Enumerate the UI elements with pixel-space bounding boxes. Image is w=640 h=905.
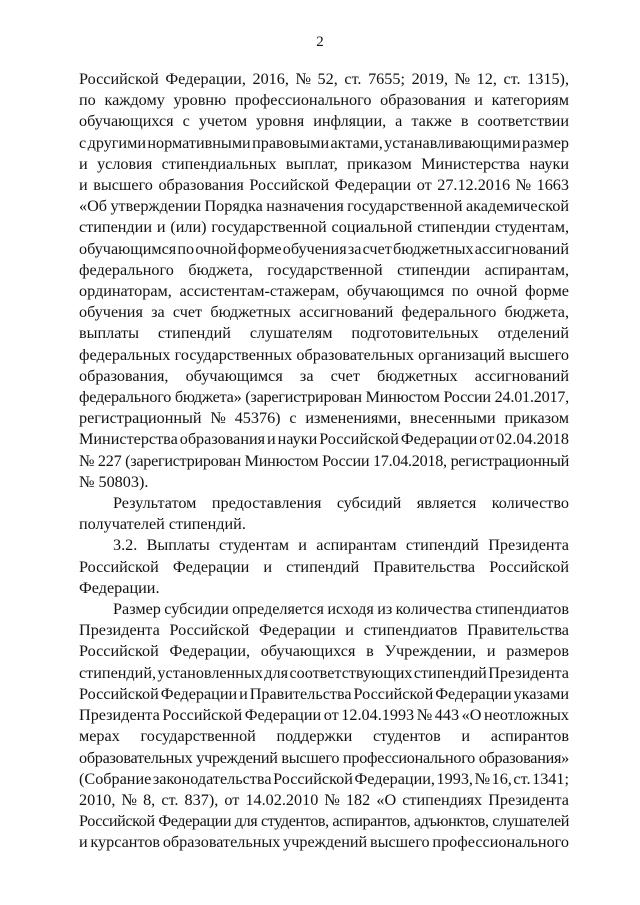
text-line: ординаторам, ассистентам-стажерам, обучающимся по очной форме <box>79 282 569 301</box>
text-line: № 50803). <box>79 472 149 491</box>
text-line: обучения за счет бюджетных ассигнований федерального бюджета, <box>79 303 569 322</box>
page-number: 2 <box>316 34 324 50</box>
text-line: Российской Федерации и стипендий Правительства Российской <box>79 557 569 576</box>
text-line: получателей стипендий. <box>79 515 246 534</box>
text-line: Размер субсидии определяется исходя из количества стипендиатов <box>113 600 569 619</box>
document-body <box>79 69 569 854</box>
text-line: стипендий, установленных для соответствующих стипендий Президента <box>79 663 569 682</box>
text-line: Российской Федерации и Правительства Российской Федерации указами <box>79 684 569 703</box>
text-line: обучающихся с учетом уровня инфляции, а также в соответствии <box>79 112 569 131</box>
text-line: (Собрание законодательства Российской Федерации, 1993, № 16, ст. 1341; <box>79 769 569 788</box>
text-line: «Об утверждении Порядка назначения государственной академической <box>79 197 569 216</box>
text-line: и условия стипендиальных выплат, приказом Министерства науки <box>79 154 569 173</box>
text-line: Российской Федерации, обучающихся в Учреждении, и размеров <box>79 642 569 661</box>
text-line: № 227 (зарегистрирован Минюстом России 17.04.2018, регистрационный <box>79 451 569 470</box>
text-line: выплаты стипендий слушателям подготовительных отделений <box>79 324 569 343</box>
text-line: обучающимся по очной форме обучения за счет бюджетных ассигнований <box>79 239 569 258</box>
text-line: Президента Российской Федерации и стипендиатов Правительства <box>79 621 569 640</box>
text-line: мерах государственной поддержки студентов и аспирантов <box>79 727 569 746</box>
text-line: Результатом предоставления субсидий является количество <box>113 494 569 513</box>
text-line: и высшего образования Российской Федерации от 27.12.2016 № 1663 <box>79 176 569 195</box>
text-line: Федерации. <box>79 578 160 597</box>
text-line: федерального бюджета, государственной стипендии аспирантам, <box>79 260 569 279</box>
text-line: федеральных государственных образовательных организаций высшего <box>79 345 569 364</box>
text-line: по каждому уровню профессионального образования и категориям <box>79 91 569 110</box>
text-line: Российской Федерации для студентов, аспирантов, адъюнктов, слушателей <box>79 812 569 831</box>
text-line: Российской Федерации, 2016, № 52, ст. 7655; 2019, № 12, ст. 1315), <box>79 70 569 88</box>
text-line: с другими нормативными правовыми актами, устанавливающими размер <box>79 133 569 152</box>
text-line: и курсантов образовательных учреждений высшего профессионального <box>79 833 569 852</box>
text-line: образовательных учреждений высшего профессионального образования» <box>79 748 569 767</box>
text-line: образования, обучающимся за счет бюджетных ассигнований <box>79 366 569 385</box>
text-line: федерального бюджета» (зарегистрирован Минюстом России 24.01.2017, <box>79 388 569 407</box>
text-line: регистрационный № 45376) с изменениями, внесенными приказом <box>79 409 569 428</box>
text-line: стипендии и (или) государственной социальной стипендии студентам, <box>79 218 569 237</box>
text-line: Президента Российской Федерации от 12.04.1993 № 443 «О неотложных <box>79 706 569 725</box>
text-line: Министерства образования и науки Российской Федерации от 02.04.2018 <box>79 430 569 449</box>
text-line: 3.2. Выплаты студентам и аспирантам стипендий Президента <box>113 536 569 555</box>
text-line: 2010, № 8, ст. 837), от 14.02.2010 № 182 «О стипендиях Президента <box>79 790 569 809</box>
